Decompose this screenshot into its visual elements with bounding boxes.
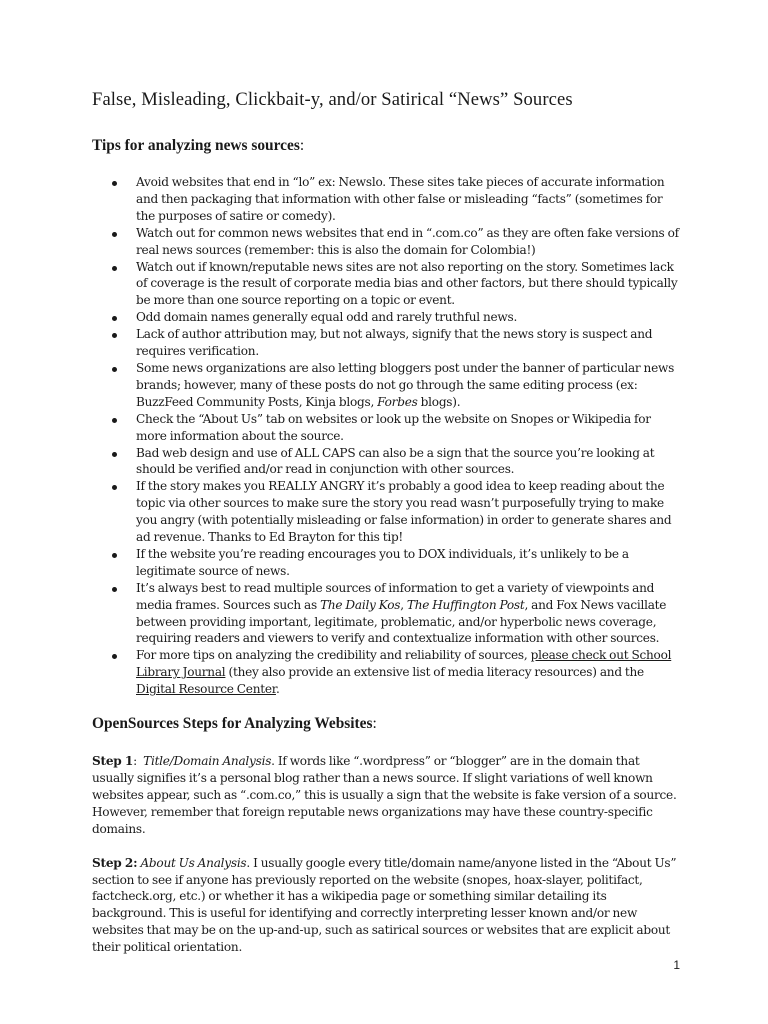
tip-item — [136, 174, 680, 225]
digital-resource-center-link[interactable]: Digital Resource Center — [136, 682, 276, 697]
tip-text: If the story makes you REALLY ANGRY it’s probably a good idea to keep reading about the topic via other sources to make sure the story you read wasn’t purposefully trying to make you angry (with potentially misleading or false information) in order to generate shares and ad revenue. Thanks to Ed Brayton for this tip! — [136, 479, 672, 545]
tip-emphasis: The Daily Kos — [320, 597, 401, 612]
tip-item — [136, 478, 680, 546]
tip-text: blogs). — [417, 394, 461, 409]
tips-list — [92, 174, 680, 698]
tip-text: . — [275, 682, 280, 697]
step-colon: : — [133, 855, 138, 870]
tip-emphasis: Forbes — [377, 394, 418, 409]
step-paragraph — [92, 753, 680, 838]
step-label: Step 2 — [92, 855, 134, 870]
document-title: False, Misleading, Clickbait-y, and/or Satirical “News” Sources — [92, 89, 573, 110]
tip-item — [136, 546, 680, 580]
step-colon: : — [133, 754, 137, 769]
tip-text: Avoid websites that end in “lo” ex: Newslo. These sites take pieces of accurate information and then packaging that information with other false or misleading “facts” (sometimes for the purposes of satire or comedy). — [136, 175, 665, 223]
step-text: . I usually google every title/domain name/anyone listed in the “About Us” section to see if anyone has previously reported on the website (snopes, hoax-slayer, politifact, factcheck.org, etc.) or whether it has a wikipedia page or something similar detailing its background. This is useful for identifying and correctly interpreting lesser known and/or new websites that may be on the up-and-up, such as satirical sources or websites that are explicit about their political orientation. — [92, 855, 677, 955]
tip-item — [136, 445, 680, 479]
tips-heading-colon: : — [299, 137, 305, 154]
tip-text: It’s always best to read multiple sources of information to get a variety of viewpoints and media frames. Sources such as — [136, 580, 655, 612]
tip-item — [136, 326, 680, 360]
tip-text: Lack of author attribution may, but not always, signify that the news story is suspect and requires verification. — [136, 327, 653, 359]
opensources-heading-text: OpenSources Steps for Analyzing Websites — [92, 715, 373, 733]
tip-text: Some news organizations are also letting bloggers post under the banner of particular news brands; however, many of these posts do not go through the same editing process (ex: BuzzFeed Community Posts, Kinja blogs, — [136, 360, 675, 409]
tip-item — [136, 580, 680, 648]
tip-item — [136, 225, 680, 259]
page-number: 1 — [673, 958, 680, 972]
tip-item — [136, 647, 680, 698]
tip-item — [136, 259, 680, 310]
tips-heading-text: Tips for analyzing news sources — [92, 137, 300, 154]
tip-item — [136, 360, 680, 411]
tip-text: Bad web design and use of ALL CAPS can also be a sign that the source you’re looking at should be verified and/or read in conjunction with other sources. — [136, 445, 655, 477]
tip-text: Watch out for common news websites that end in “.com.co” as they are often fake versions of real news sources (remember: this is also the domain for Colombia!) — [136, 225, 679, 257]
tip-emphasis: The Huffington Post — [406, 597, 525, 612]
tip-text: , and Fox News vacillate between providing important, legitimate, problematic, and/or hyperbolic news coverage, requiring readers and viewers to verify and contextualize information with other sources. — [136, 597, 667, 646]
school-library-journal-link[interactable]: please check out School Library Journal — [136, 648, 672, 680]
opensources-section-heading — [92, 714, 680, 734]
step-paragraph — [92, 855, 680, 956]
tip-text: Watch out if known/reputable news sites are not also reporting on the story. Sometimes lack of coverage is the result of corporate media bias and other factors, but there should typically be more than one source reporting on a topic or event. — [136, 259, 678, 308]
step-text: . If words like “.wordpress” or “blogger” are in the domain that usually signifies it’s a personal blog rather than a news source. If slight variations of well known websites appear, such as “.com.co,” this is usually a sign that the website is fake version of a source. However, remember that foreign reputable news organizations may have these country-specific domains. — [92, 754, 677, 836]
opensources-heading-colon: : — [372, 715, 377, 733]
tips-section-heading — [92, 136, 680, 156]
tip-text: Check the “About Us” tab on websites or look up the website on Snopes or Wikipedia for more information about the source. — [136, 411, 651, 443]
tip-text: , — [400, 597, 407, 612]
step-label: Step 1 — [92, 754, 134, 769]
step-title: Title/Domain Analysis — [143, 754, 272, 769]
tip-text: If the website you’re reading encourages you to DOX individuals, it’s unlikely to be a legitimate source of news. — [136, 546, 629, 578]
tip-text: Odd domain names generally equal odd and rarely truthful news. — [136, 310, 518, 325]
tip-item — [136, 411, 680, 445]
tip-text: For more tips on analyzing the credibility and reliability of sources, — [136, 648, 531, 663]
tip-item — [136, 309, 680, 326]
tip-text: (they also provide an extensive list of media literacy resources) and the — [225, 665, 644, 680]
step-title: About Us Analysis — [140, 855, 247, 870]
